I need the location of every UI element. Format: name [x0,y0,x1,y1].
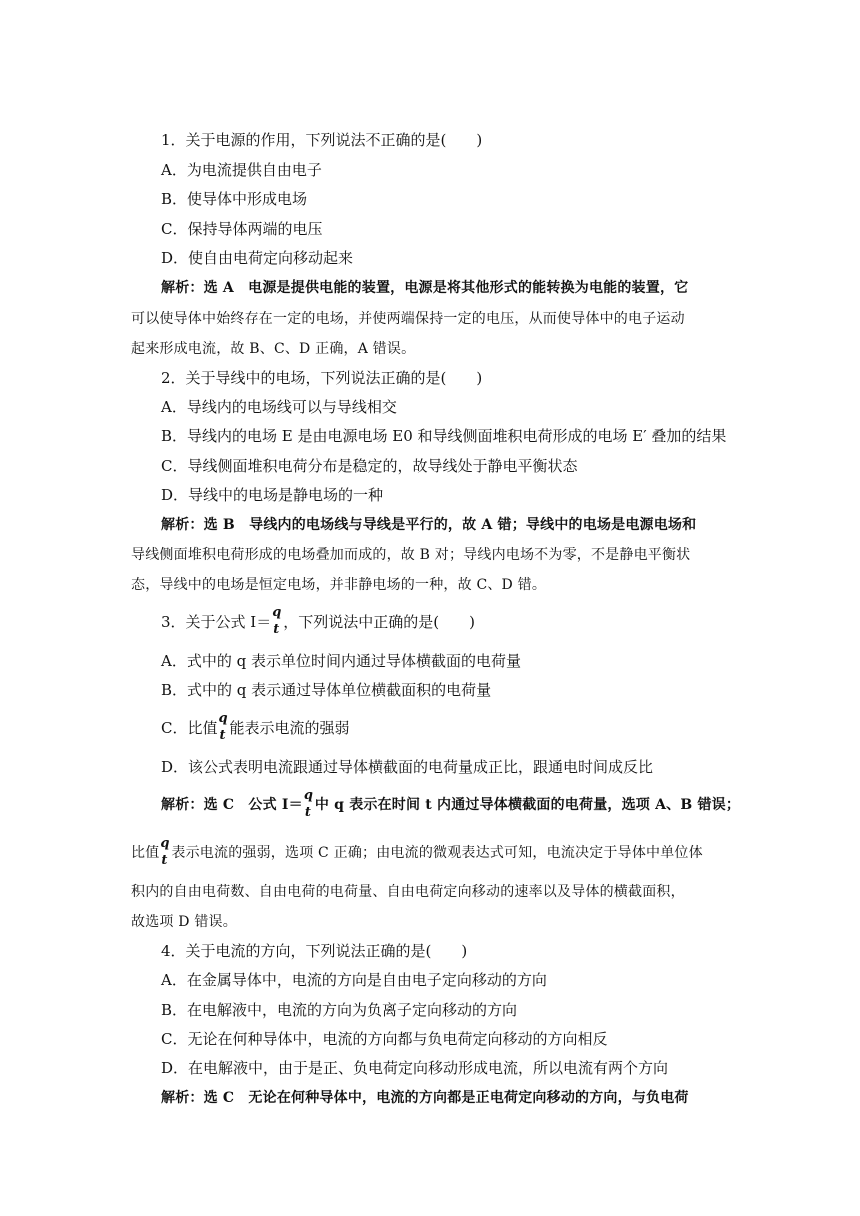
question-2-option-d: D．导线中的电场是静电场的一种 [161,486,384,504]
question-2-option-b: B．导线内的电场 E 是由电源电场 E0 和导线侧面堆积电荷形成的电场 E′ 叠加的结果 [161,427,727,445]
question-3-stem: 3．关于公式 I＝ q t ，下列说法中正确的是( ) [161,605,475,637]
fraction-q-over-t: q t [303,788,314,820]
question-2-option-a: A．导线内的电场线可以与导线相交 [161,398,397,416]
question-2-option-c: C．导线侧面堆积电荷分布是稳定的，故导线处于静电平衡状态 [161,457,578,475]
fraction-q-over-t: q t [272,605,282,637]
question-3-option-c: C．比值 q t 能表示电流的强弱 [161,711,350,743]
question-4-option-d: D．在电解液中，由于是正、负电荷定向移动形成电流，所以电流有两个方向 [161,1059,669,1077]
question-3-option-b: B．式中的 q 表示通过导体单位横截面积的电荷量 [161,681,492,699]
question-1-option-d: D．使自由电荷定向移动起来 [161,249,354,267]
question-3-analysis-line-2: 比值 q t 表示电流的强弱，选项 C 正确；由电流的微观表达式可知，电流决定于导体中单位体 [131,836,703,868]
question-3-option-a: A．式中的 q 表示单位时间内通过导体横截面的电荷量 [161,652,521,670]
question-1-analysis-line-1: 解析：选 A 电源是提供电能的装置，电源是将其他形式的能转换为电能的装置，它 [161,280,689,296]
question-3-analysis-line-3: 积内的自由电荷数、自由电荷的电荷量、自由电荷定向移动的速率以及导体的横截面积， [131,884,685,900]
analysis-label: 解析： [161,797,204,813]
fraction-q-over-t: q t [218,711,228,743]
question-1-option-b: B．使导体中形成电场 [161,190,308,208]
question-4-stem: 4．关于电流的方向，下列说法正确的是( ) [161,942,468,960]
question-4-option-c: C．无论在何种导体中，电流的方向都与负电荷定向移动的方向相反 [161,1030,608,1048]
question-3-option-d: D．该公式表明电流跟通过导体横截面的电荷量成正比，跟通电时间成反比 [161,758,654,776]
question-1-stem: 1．关于电源的作用，下列说法不正确的是( ) [161,131,483,149]
question-2-analysis-line-1: 解析：选 B 导线内的电场线与导线是平行的，故 A 错；导线中的电场是电源电场和 [161,517,697,533]
question-1-analysis-line-2: 可以使导体中始终存在一定的电场，并使两端保持一定的电压，从而使导体中的电子运动 [131,311,685,327]
question-2-analysis-line-2: 导线侧面堆积电荷形成的电场叠加而成的，故 B 对；导线内电场不为零，不是静电平衡状 [131,547,691,563]
analysis-label: 解析： [161,280,204,296]
question-1-option-c: C．保持导体两端的电压 [161,220,323,238]
question-3-analysis-line-1: 解析：选 C 公式 I＝ q t 中 q 表示在时间 t 内通过导体横截面的电荷量，选项 A、B 错误； [161,788,741,820]
question-2-stem: 2．关于导线中的电场，下列说法正确的是( ) [161,369,483,387]
question-4-option-a: A．在金属导体中，电流的方向是自由电子定向移动的方向 [161,971,547,989]
question-4-analysis-line-1: 解析：选 C 无论在何种导体中，电流的方向都是正电荷定向移动的方向，与负电荷 [161,1090,689,1106]
analysis-label: 解析： [161,517,204,533]
question-2-analysis-line-3: 态，导线中的电场是恒定电场，并非静电场的一种，故 C、D 错。 [131,577,547,593]
fraction-q-over-t: q t [160,836,170,868]
question-1-option-a: A．为电流提供自由电子 [161,161,322,179]
analysis-label: 解析： [161,1090,204,1106]
question-4-option-b: B．在电解液中，电流的方向为负离子定向移动的方向 [161,1001,518,1019]
question-3-analysis-line-4: 故选项 D 错误。 [131,914,237,930]
question-1-analysis-line-3: 起来形成电流，故 B、C、D 正确，A 错误。 [131,341,416,357]
